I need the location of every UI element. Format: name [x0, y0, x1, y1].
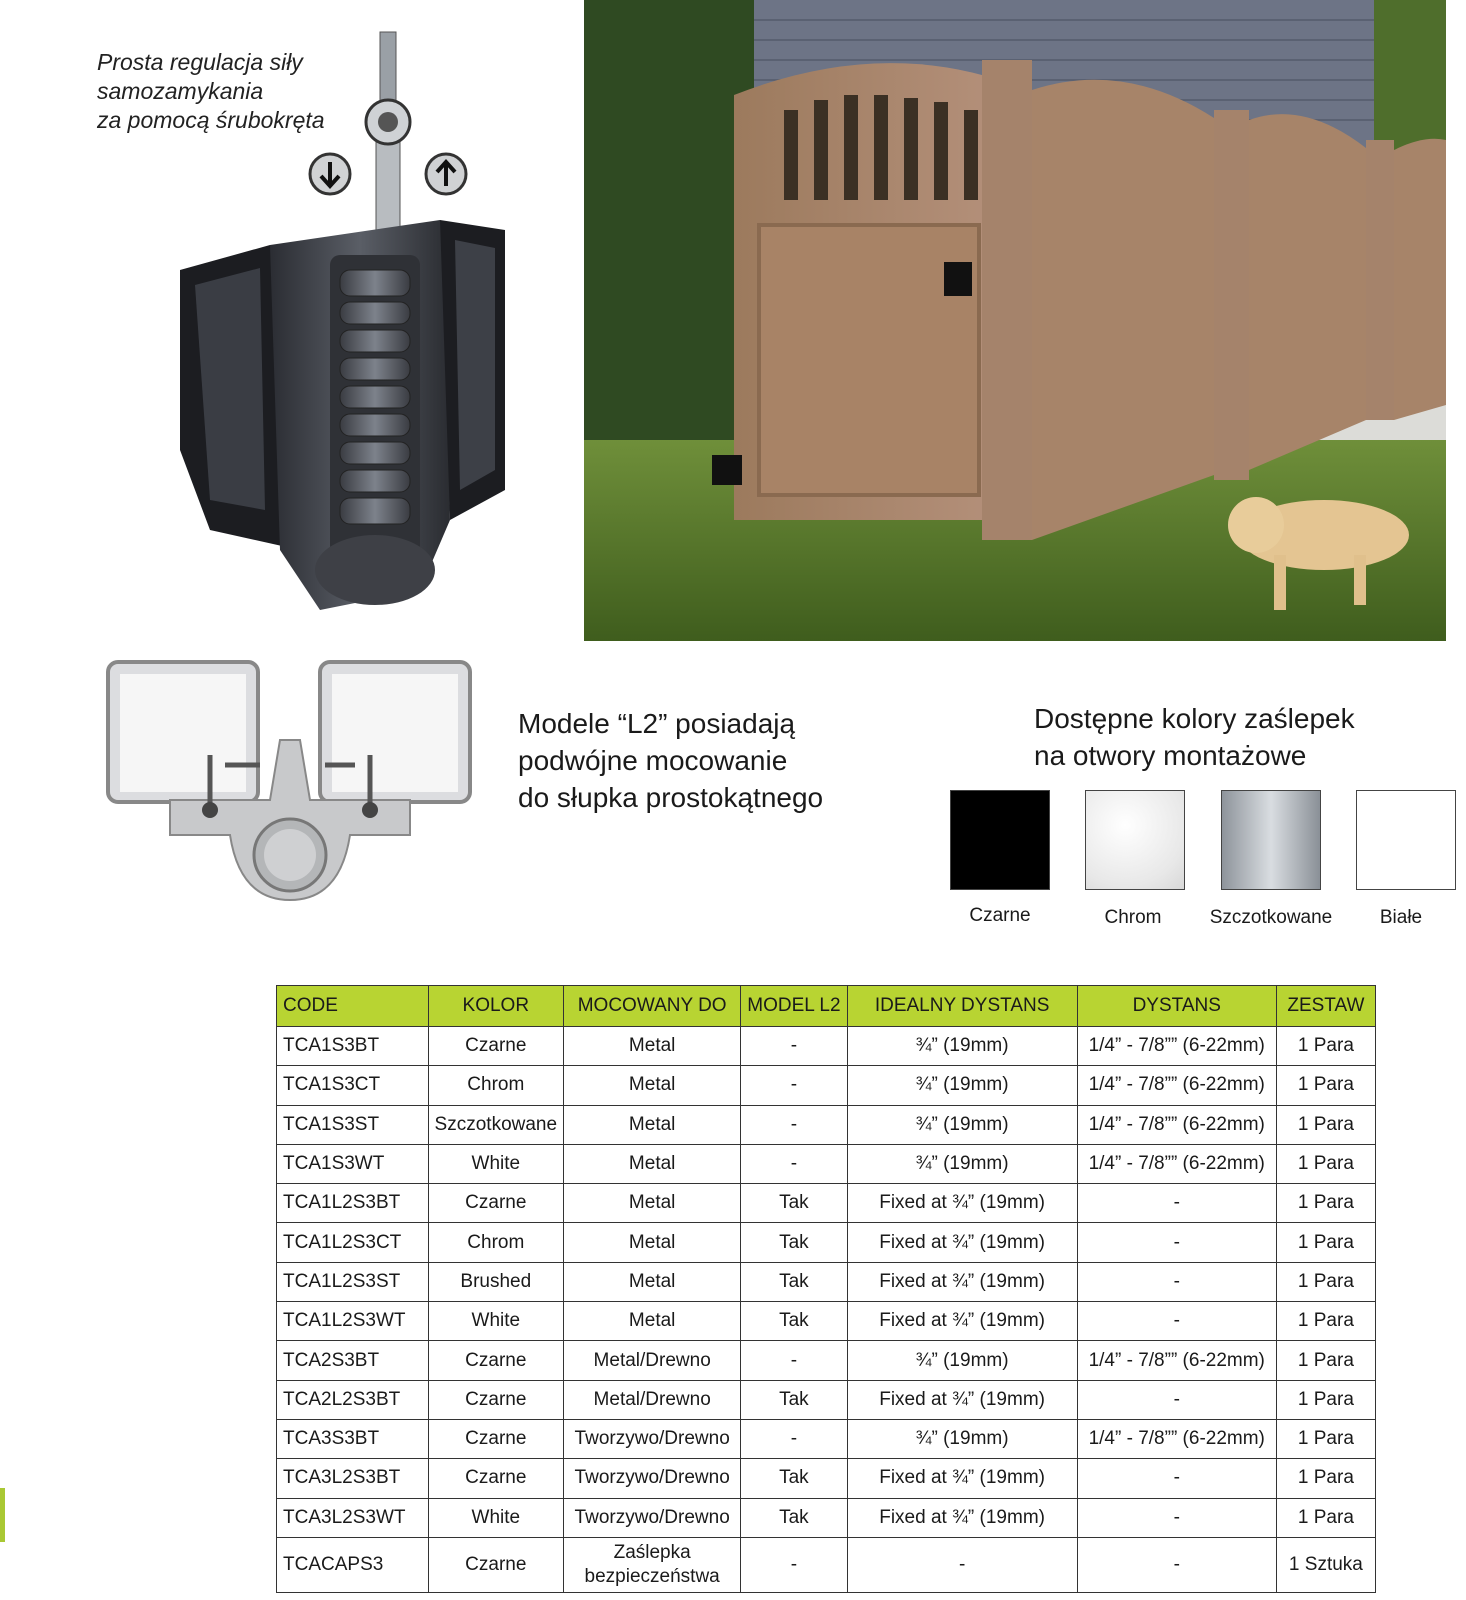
table-cell: ¾” (19mm)	[847, 1144, 1077, 1183]
table-cell: Fixed at ¾” (19mm)	[847, 1262, 1077, 1301]
table-cell: Czarne	[428, 1184, 564, 1223]
table-row	[277, 1184, 1376, 1223]
hinge-caption-line: samozamykania	[97, 78, 264, 104]
table-row	[277, 1459, 1376, 1498]
table-cell: TCA1S3ST	[277, 1105, 429, 1144]
table-cell: Metal	[564, 1144, 741, 1183]
table-cell: TCA1L2S3BT	[277, 1184, 429, 1223]
table-cell: 1 Para	[1276, 1380, 1375, 1419]
table-row	[277, 1066, 1376, 1105]
table-cell: Fixed at ¾” (19mm)	[847, 1302, 1077, 1341]
table-cell: Tworzywo/Drewno	[564, 1459, 741, 1498]
table-cell: Tak	[741, 1223, 847, 1262]
table-cell: -	[1077, 1459, 1276, 1498]
column-header: MOCOWANY DO	[564, 986, 741, 1027]
table-cell: TCA3L2S3WT	[277, 1498, 429, 1537]
table-cell: -	[847, 1537, 1077, 1592]
table-cell: Metal	[564, 1105, 741, 1144]
column-header: KOLOR	[428, 986, 564, 1027]
table-cell: White	[428, 1144, 564, 1183]
table-cell: Tak	[741, 1459, 847, 1498]
swatch-black	[950, 790, 1050, 890]
table-cell: TCA1S3CT	[277, 1066, 429, 1105]
table-cell: 1 Para	[1276, 1105, 1375, 1144]
table-cell: 1 Para	[1276, 1459, 1375, 1498]
table-cell: Fixed at ¾” (19mm)	[847, 1223, 1077, 1262]
table-cell: -	[741, 1105, 847, 1144]
column-header: CODE	[277, 986, 429, 1027]
table-cell: White	[428, 1498, 564, 1537]
swatch-white	[1356, 790, 1456, 890]
table-cell: Czarne	[428, 1027, 564, 1066]
l2-caption	[518, 705, 878, 816]
table-row	[277, 1223, 1376, 1262]
table-cell: -	[1077, 1184, 1276, 1223]
swatch-label: Szczotkowane	[1209, 907, 1333, 928]
swatch-brushed	[1221, 790, 1321, 890]
l2-bracket-diagram	[100, 660, 490, 930]
table-cell: TCA1L2S3ST	[277, 1262, 429, 1301]
table-cell: -	[1077, 1302, 1276, 1341]
l2-caption-line: do słupka prostokątnego	[518, 782, 824, 813]
table-cell: TCA2S3BT	[277, 1341, 429, 1380]
table-cell: Chrom	[428, 1066, 564, 1105]
table-cell: ¾” (19mm)	[847, 1419, 1077, 1458]
table-row	[277, 1105, 1376, 1144]
table-cell: Czarne	[428, 1537, 564, 1592]
table-cell: Tak	[741, 1498, 847, 1537]
hinge-caption-line: za pomocą śrubokręta	[97, 107, 325, 133]
column-header: ZESTAW	[1276, 986, 1375, 1027]
table-row	[277, 1262, 1376, 1301]
column-header: DYSTANS	[1077, 986, 1276, 1027]
cap-colors-title-line: na otwory montażowe	[1034, 740, 1307, 771]
table-cell: Metal	[564, 1184, 741, 1223]
table-cell: 1 Para	[1276, 1262, 1375, 1301]
table-cell: Metal	[564, 1262, 741, 1301]
table-cell: Metal/Drewno	[564, 1380, 741, 1419]
table-cell: -	[741, 1144, 847, 1183]
table-cell: Fixed at ¾” (19mm)	[847, 1459, 1077, 1498]
table-row	[277, 1380, 1376, 1419]
spec-table	[276, 985, 1376, 1593]
table-cell: TCA1S3BT	[277, 1027, 429, 1066]
swatch-label: Chrom	[1104, 907, 1162, 928]
table-cell: Metal	[564, 1027, 741, 1066]
cap-colors-title-line: Dostępne kolory zaślepek	[1034, 703, 1355, 734]
table-cell: Metal	[564, 1302, 741, 1341]
table-cell: 1 Para	[1276, 1223, 1375, 1262]
table-cell: Brushed	[428, 1262, 564, 1301]
table-cell: -	[1077, 1380, 1276, 1419]
table-cell-line: Zaślepka	[613, 1541, 691, 1563]
table-cell: Fixed at ¾” (19mm)	[847, 1498, 1077, 1537]
table-cell: Tak	[741, 1262, 847, 1301]
table-cell: Chrom	[428, 1223, 564, 1262]
table-cell: 1 Para	[1276, 1341, 1375, 1380]
swatch-label: Czarne	[969, 905, 1031, 926]
hinge-cutaway-illustration	[150, 30, 530, 620]
column-header: MODEL L2	[741, 986, 847, 1027]
table-cell: Czarne	[428, 1459, 564, 1498]
table-cell: -	[741, 1419, 847, 1458]
swatch-chrome	[1085, 790, 1185, 890]
table-cell: 1 Para	[1276, 1027, 1375, 1066]
table-cell: 1 Para	[1276, 1302, 1375, 1341]
table-cell: -	[1077, 1262, 1276, 1301]
table-cell: 1/4” - 7/8”” (6-22mm)	[1077, 1144, 1276, 1183]
table-cell: Czarne	[428, 1341, 564, 1380]
table-cell: Metal/Drewno	[564, 1341, 741, 1380]
table-cell: TCA3S3BT	[277, 1419, 429, 1458]
table-cell: Czarne	[428, 1380, 564, 1419]
table-cell: 1/4” - 7/8”” (6-22mm)	[1077, 1105, 1276, 1144]
table-cell: TCA1L2S3WT	[277, 1302, 429, 1341]
table-cell: White	[428, 1302, 564, 1341]
table-cell: 1 Para	[1276, 1498, 1375, 1537]
table-cell: 1 Para	[1276, 1066, 1375, 1105]
table-row	[277, 1537, 1376, 1592]
table-cell: 1 Para	[1276, 1184, 1375, 1223]
table-cell: ¾” (19mm)	[847, 1027, 1077, 1066]
table-cell: Tak	[741, 1184, 847, 1223]
table-header-row	[277, 986, 1376, 1027]
table-cell: 1/4” - 7/8”” (6-22mm)	[1077, 1419, 1276, 1458]
table-cell: Szczotkowane	[428, 1105, 564, 1144]
table-row	[277, 1144, 1376, 1183]
page-edge-marker	[0, 1488, 5, 1542]
table-cell: TCACAPS3	[277, 1537, 429, 1592]
table-row	[277, 1419, 1376, 1458]
l2-caption-line: podwójne mocowanie	[518, 745, 788, 776]
table-cell: 1/4” - 7/8”” (6-22mm)	[1077, 1027, 1276, 1066]
l2-caption-line: Modele “L2” posiadają	[518, 708, 796, 739]
table-cell: Tak	[741, 1302, 847, 1341]
table-cell: TCA1L2S3CT	[277, 1223, 429, 1262]
table-cell: 1 Para	[1276, 1144, 1375, 1183]
table-cell	[564, 1537, 741, 1592]
hinge-caption-line: Prosta regulacja siły	[97, 49, 303, 75]
table-cell: -	[741, 1341, 847, 1380]
table-cell: 1 Sztuka	[1276, 1537, 1375, 1592]
table-cell: 1/4” - 7/8”” (6-22mm)	[1077, 1066, 1276, 1105]
table-cell: 1/4” - 7/8”” (6-22mm)	[1077, 1341, 1276, 1380]
table-cell: ¾” (19mm)	[847, 1066, 1077, 1105]
table-cell-line: bezpieczeństwa	[584, 1565, 720, 1587]
table-cell: TCA3L2S3BT	[277, 1459, 429, 1498]
table-row	[277, 1027, 1376, 1066]
table-cell: -	[741, 1027, 847, 1066]
fence-gate-photo	[584, 0, 1446, 641]
table-cell: ¾” (19mm)	[847, 1341, 1077, 1380]
table-cell: Fixed at ¾” (19mm)	[847, 1184, 1077, 1223]
table-cell: -	[1077, 1223, 1276, 1262]
column-header: IDEALNY DYSTANS	[847, 986, 1077, 1027]
table-cell: Metal	[564, 1223, 741, 1262]
table-cell: Metal	[564, 1066, 741, 1105]
table-cell: Tworzywo/Drewno	[564, 1498, 741, 1537]
swatch-label: Białe	[1379, 907, 1423, 928]
table-row	[277, 1498, 1376, 1537]
table-row	[277, 1302, 1376, 1341]
table-cell: Tak	[741, 1380, 847, 1419]
table-cell: -	[741, 1066, 847, 1105]
table-cell: 1 Para	[1276, 1419, 1375, 1458]
table-cell: TCA2L2S3BT	[277, 1380, 429, 1419]
table-cell: Tworzywo/Drewno	[564, 1419, 741, 1458]
table-cell: -	[1077, 1498, 1276, 1537]
table-cell: TCA1S3WT	[277, 1144, 429, 1183]
cap-colors-title	[1034, 700, 1454, 774]
table-cell: ¾” (19mm)	[847, 1105, 1077, 1144]
table-cell: Fixed at ¾” (19mm)	[847, 1380, 1077, 1419]
table-cell: -	[741, 1537, 847, 1592]
table-cell: Czarne	[428, 1419, 564, 1458]
table-cell: -	[1077, 1537, 1276, 1592]
table-row	[277, 1341, 1376, 1380]
